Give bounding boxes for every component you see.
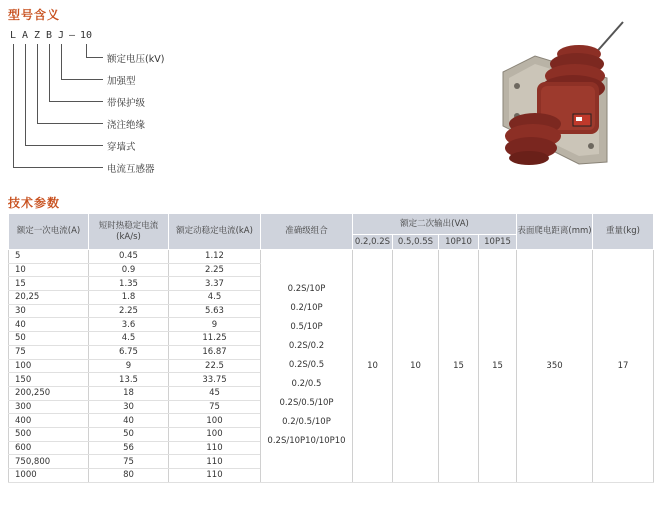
- leader-a-v: [25, 44, 26, 145]
- accuracy-item: 0.5/10P: [290, 322, 323, 333]
- transformer-product-image: [495, 16, 655, 166]
- leader-b-v: [49, 44, 50, 101]
- cell-thermal-current: 2.25: [89, 304, 169, 318]
- leader-z-h: [37, 123, 103, 124]
- cell-thermal-current: 1.35: [89, 277, 169, 291]
- accuracy-item: 0.2S/0.5/10P: [279, 398, 334, 409]
- cell-creepage: 350: [517, 250, 593, 483]
- code-dash: –: [69, 30, 76, 41]
- cell-dynamic-current: 4.5: [169, 291, 261, 305]
- cell-primary-current: 500: [9, 427, 89, 441]
- cell-thermal-current: 4.5: [89, 332, 169, 346]
- cell-primary-current: 75: [9, 345, 89, 359]
- leader-l-h: [13, 167, 103, 168]
- cell-thermal-current: 1.8: [89, 291, 169, 305]
- cell-primary-current: 5: [9, 250, 89, 264]
- cell-thermal-current: 75: [89, 455, 169, 469]
- meaning-reinforced: 加强型: [107, 76, 136, 87]
- leader-voltage-h: [86, 57, 103, 58]
- cell-primary-current: 100: [9, 359, 89, 373]
- cell-thermal-current: 40: [89, 414, 169, 428]
- cell-thermal-current: 9: [89, 359, 169, 373]
- cell-primary-current: 15: [9, 277, 89, 291]
- header-thermal-current: 短时热稳定电流(kA/s): [89, 214, 169, 250]
- leader-j-h: [61, 79, 103, 80]
- accuracy-item: 0.2S/10P: [287, 284, 326, 295]
- meaning-cast-insulation: 浇注绝缘: [107, 120, 146, 131]
- cell-thermal-current: 56: [89, 441, 169, 455]
- cell-thermal-current: 0.45: [89, 250, 169, 264]
- cell-primary-current: 750,800: [9, 455, 89, 469]
- cell-thermal-current: 6.75: [89, 345, 169, 359]
- header-output-02: 0.2,0.2S: [353, 235, 393, 250]
- meaning-voltage: 额定电压(kV): [107, 54, 165, 65]
- cell-dynamic-current: 11.25: [169, 332, 261, 346]
- cell-output-05: 10: [393, 250, 439, 483]
- spec-table-body: [9, 250, 654, 483]
- cell-primary-current: 400: [9, 414, 89, 428]
- cell-dynamic-current: 9: [169, 318, 261, 332]
- cell-dynamic-current: 1.12: [169, 250, 261, 264]
- cell-output-10p10: 15: [439, 250, 479, 483]
- cell-dynamic-current: 22.5: [169, 359, 261, 373]
- table-row: [9, 250, 654, 264]
- header-creepage: 表面爬电距离(mm): [517, 214, 593, 250]
- leader-z-v: [37, 44, 38, 123]
- cell-primary-current: 30: [9, 304, 89, 318]
- cell-dynamic-current: 100: [169, 427, 261, 441]
- cell-dynamic-current: 100: [169, 414, 261, 428]
- cell-primary-current: 50: [9, 332, 89, 346]
- cell-weight: 17: [593, 250, 654, 483]
- cell-thermal-current: 0.9: [89, 263, 169, 277]
- cell-dynamic-current: 33.75: [169, 373, 261, 387]
- tech-params-title: 技术参数: [8, 196, 61, 210]
- cell-primary-current: 10: [9, 263, 89, 277]
- cell-primary-current: 300: [9, 400, 89, 414]
- meaning-protection: 带保护级: [107, 98, 146, 109]
- cell-dynamic-current: 75: [169, 400, 261, 414]
- code-letter-l: L: [10, 30, 17, 41]
- cell-thermal-current: 80: [89, 469, 169, 483]
- accuracy-item: 0.2S/0.2: [288, 341, 325, 352]
- cell-thermal-current: 13.5: [89, 373, 169, 387]
- code-letter-b: B: [46, 30, 53, 41]
- cell-primary-current: 600: [9, 441, 89, 455]
- cell-thermal-current: 50: [89, 427, 169, 441]
- cell-dynamic-current: 110: [169, 469, 261, 483]
- header-dynamic-current: 额定动稳定电流(kA): [169, 214, 261, 250]
- cell-dynamic-current: 45: [169, 386, 261, 400]
- accuracy-item: 0.2S/0.5: [288, 360, 325, 371]
- header-output-05: 0.5,0.5S: [393, 235, 439, 250]
- cell-thermal-current: 30: [89, 400, 169, 414]
- cell-dynamic-current: 16.87: [169, 345, 261, 359]
- cell-primary-current: 200,250: [9, 386, 89, 400]
- cell-thermal-current: 3.6: [89, 318, 169, 332]
- cell-primary-current: 20,25: [9, 291, 89, 305]
- leader-voltage-v: [86, 44, 87, 57]
- cell-accuracy-list: [261, 250, 353, 483]
- header-weight: 重量(kg): [593, 214, 654, 250]
- cell-dynamic-current: 2.25: [169, 263, 261, 277]
- header-rated-primary-current: 额定一次电流(A): [9, 214, 89, 250]
- accuracy-item: 0.2/0.5/10P: [282, 417, 331, 428]
- spec-table: [8, 213, 654, 483]
- accuracy-item: 0.2/10P: [290, 303, 323, 314]
- leader-l-v: [13, 44, 14, 167]
- cell-primary-current: 150: [9, 373, 89, 387]
- code-letter-j: J: [58, 30, 65, 41]
- accuracy-item: 0.2/0.5: [291, 379, 322, 390]
- model-meaning-title: 型号含义: [8, 8, 61, 22]
- code-letter-a: A: [22, 30, 29, 41]
- cell-dynamic-current: 110: [169, 455, 261, 469]
- meaning-current-transformer: 电流互感器: [107, 164, 155, 175]
- accuracy-item: 0.2S/10P10/10P10: [267, 436, 346, 447]
- leader-b-h: [49, 101, 103, 102]
- cell-primary-current: 40: [9, 318, 89, 332]
- header-output-10p10: 10P10: [439, 235, 479, 250]
- header-accuracy-combo: 准确级组合: [261, 214, 353, 250]
- cell-primary-current: 1000: [9, 469, 89, 483]
- code-letter-z: Z: [34, 30, 41, 41]
- cell-output-02: 10: [353, 250, 393, 483]
- leader-a-h: [25, 145, 103, 146]
- meaning-wall-through: 穿墙式: [107, 142, 136, 153]
- cell-thermal-current: 18: [89, 386, 169, 400]
- header-output-10p15: 10P15: [479, 235, 517, 250]
- cell-dynamic-current: 110: [169, 441, 261, 455]
- leader-j-v: [61, 44, 62, 79]
- cell-dynamic-current: 3.37: [169, 277, 261, 291]
- code-voltage: 10: [80, 30, 93, 41]
- cell-output-10p15: 15: [479, 250, 517, 483]
- header-rated-output: 额定二次输出(VA): [353, 214, 517, 235]
- cell-dynamic-current: 5.63: [169, 304, 261, 318]
- model-code-diagram: [0, 0, 360, 185]
